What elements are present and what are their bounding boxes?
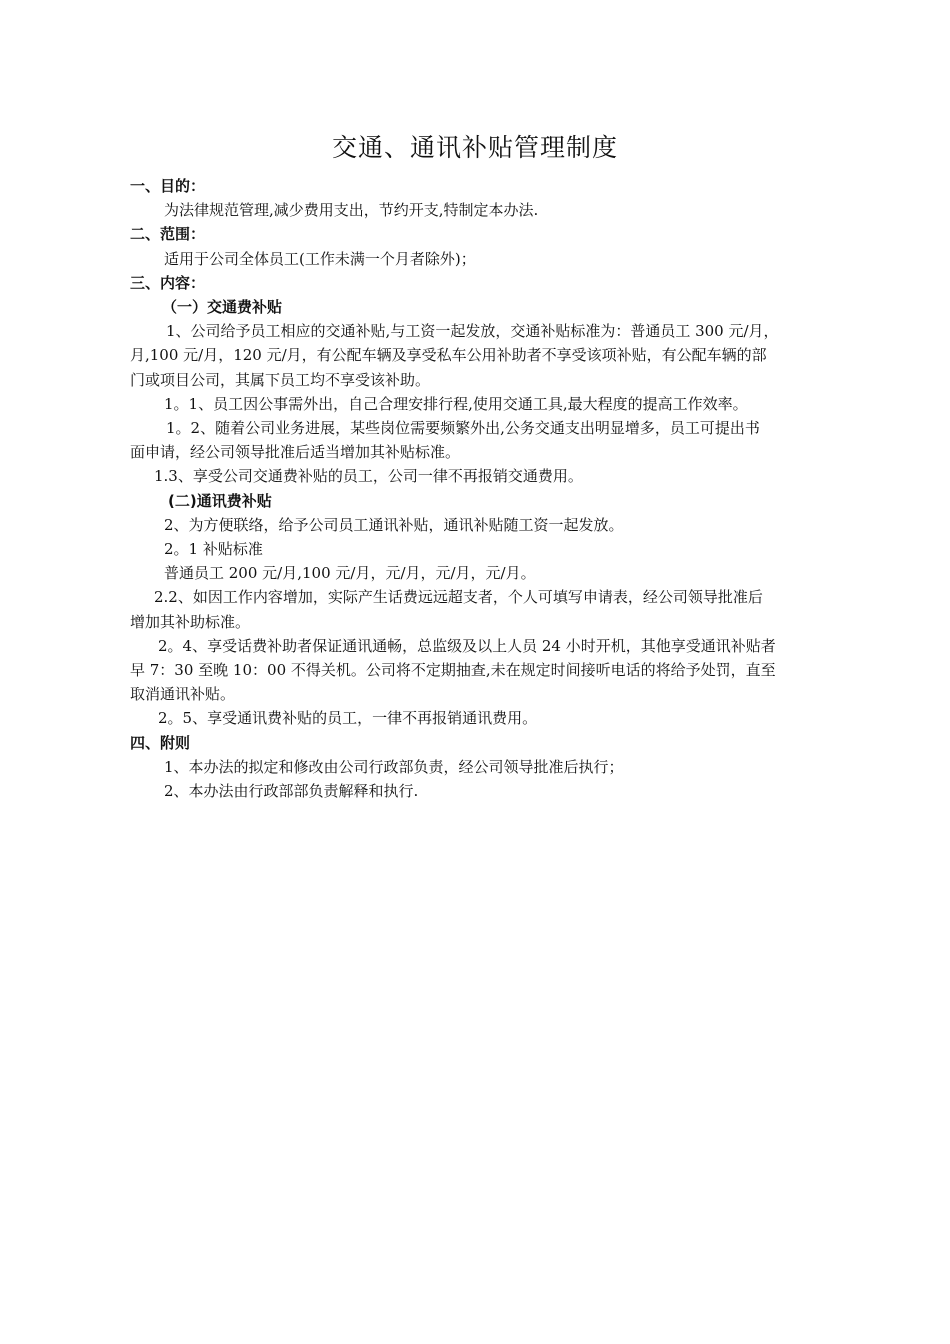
paragraph-line: 2.2、如因工作内容增加，实际产生话费远远超支者，个人可填写申请表，经公司领导批准后 [154, 588, 763, 607]
subsection-heading-transport: （一）交通费补贴 [162, 298, 283, 317]
paragraph-line: 普通员工 200 元/月,100 元/月，元/月，元/月，元/月。 [164, 564, 536, 583]
section-heading-purpose: 一、目的： [130, 177, 206, 195]
document-title: 交通、通讯补贴管理制度 [331, 133, 618, 162]
paragraph-line: 1、公司给予员工相应的交通补贴,与工资一起发放，交通补贴标准为：普通员工 300 元/月， [166, 322, 779, 341]
paragraph-line: 门或项目公司，其属下员工均不享受该补助。 [130, 370, 431, 389]
paragraph-line: 面申请，经公司领导批准后适当增加其补贴标准。 [130, 443, 461, 462]
paragraph-line: 1。1、员工因公事需外出，自己合理安排行程,使用交通工具,最大程度的提高工作效率。 [164, 394, 748, 413]
paragraph-line: 月,100 元/月，120 元/月，有公配车辆及享受私车公用补助者不享受该项补贴，有公配车辆的部 [130, 346, 767, 365]
paragraph-line: 2。5、享受通讯费补贴的员工，一律不再报销通讯费用。 [158, 709, 538, 728]
section-heading-content: 三、内容： [130, 273, 206, 292]
paragraph-line: 早 7：30 至晚 10：00 不得关机。公司将不定期抽查,未在规定时间接听电话的将给予处罚，直至 [130, 661, 776, 680]
paragraph-scope: 适用于公司全体员工(工作未满一个月者除外)； [164, 249, 476, 268]
paragraph-line: 取消通讯补贴。 [130, 685, 236, 704]
paragraph-line: 1。2、随着公司业务进展，某些岗位需要频繁外出,公务交通支出明显增多，员工可提出书 [166, 419, 760, 438]
subsection-heading-communication: (二)通讯费补贴 [168, 491, 272, 510]
section-heading-appendix: 四、附则 [130, 733, 191, 752]
document-body [130, 174, 850, 803]
paragraph-line: 2、为方便联络，给予公司员工通讯补贴，通讯补贴随工资一起发放。 [164, 515, 624, 534]
paragraph-line: 1.3、享受公司交通费补贴的员工，公司一律不再报销交通费用。 [154, 467, 583, 486]
paragraph-line: 2。4、享受话费补助者保证通讯通畅，总监级及以上人员 24 小时开机，其他享受通讯补贴者 [158, 636, 776, 655]
paragraph-line: 2、本办法由行政部部负责解释和执行. [164, 782, 419, 801]
paragraph-line: 增加其补助标准。 [130, 612, 251, 631]
paragraph-line: 2。1 补贴标准 [164, 540, 263, 559]
paragraph-purpose: 为法律规范管理,减少费用支出，节约开支,特制定本办法. [164, 201, 539, 220]
paragraph-line: 1、本办法的拟定和修改由公司行政部负责，经公司领导批准后执行； [164, 757, 624, 776]
section-heading-scope: 二、范围： [130, 225, 206, 244]
